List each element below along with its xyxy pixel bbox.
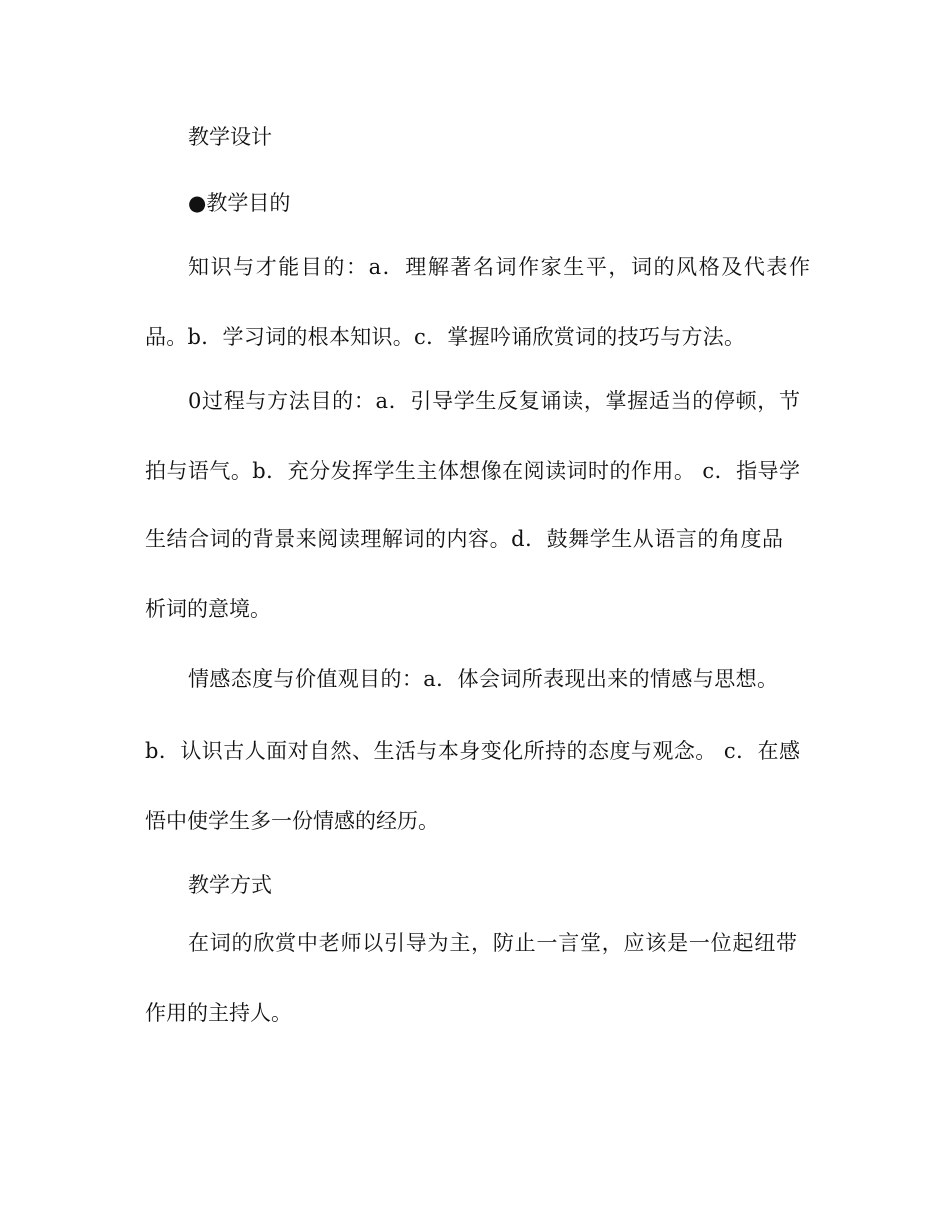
process-objective-line-3: 生结合词的背景来阅读理解词的内容。d．鼓舞学生从语言的角度品	[145, 527, 783, 551]
process-objective-line-2: 拍与语气。b．充分发挥学生主体想像在阅读词时的作用。 c．指导学	[145, 459, 800, 483]
emotion-objective-line-3: 悟中使学生多一份情感的经历。	[145, 809, 439, 833]
methods-line-1: 在词的欣赏中老师以引导为主，防止一言堂，应该是一位起纽带	[188, 931, 797, 955]
methods-line-2: 作用的主持人。	[145, 1001, 292, 1025]
methods-heading: 教学方式	[188, 873, 272, 897]
emotion-objective-line-1: 情感态度与价值观目的：a．体会词所表现出来的情感与思想。	[188, 667, 778, 691]
emotion-objective-line-2: b．认识古人面对自然、生活与本身变化所持的态度与观念。 c．在感	[145, 739, 800, 763]
process-objective-line-1: 0过程与方法目的：a．引导学生反复诵读，掌握适当的停顿，节	[188, 389, 800, 413]
objectives-heading: ●教学目的	[188, 191, 291, 215]
knowledge-objective-line-1: 知识与才能目的：a．理解著名词作家生平，词的风格及代表作	[188, 255, 810, 279]
section-title: 教学设计	[188, 125, 272, 149]
knowledge-objective-line-2: 品。b．学习词的根本知识。c．掌握吟诵欣赏词的技巧与方法。	[145, 325, 745, 349]
process-objective-line-4: 析词的意境。	[145, 597, 271, 621]
